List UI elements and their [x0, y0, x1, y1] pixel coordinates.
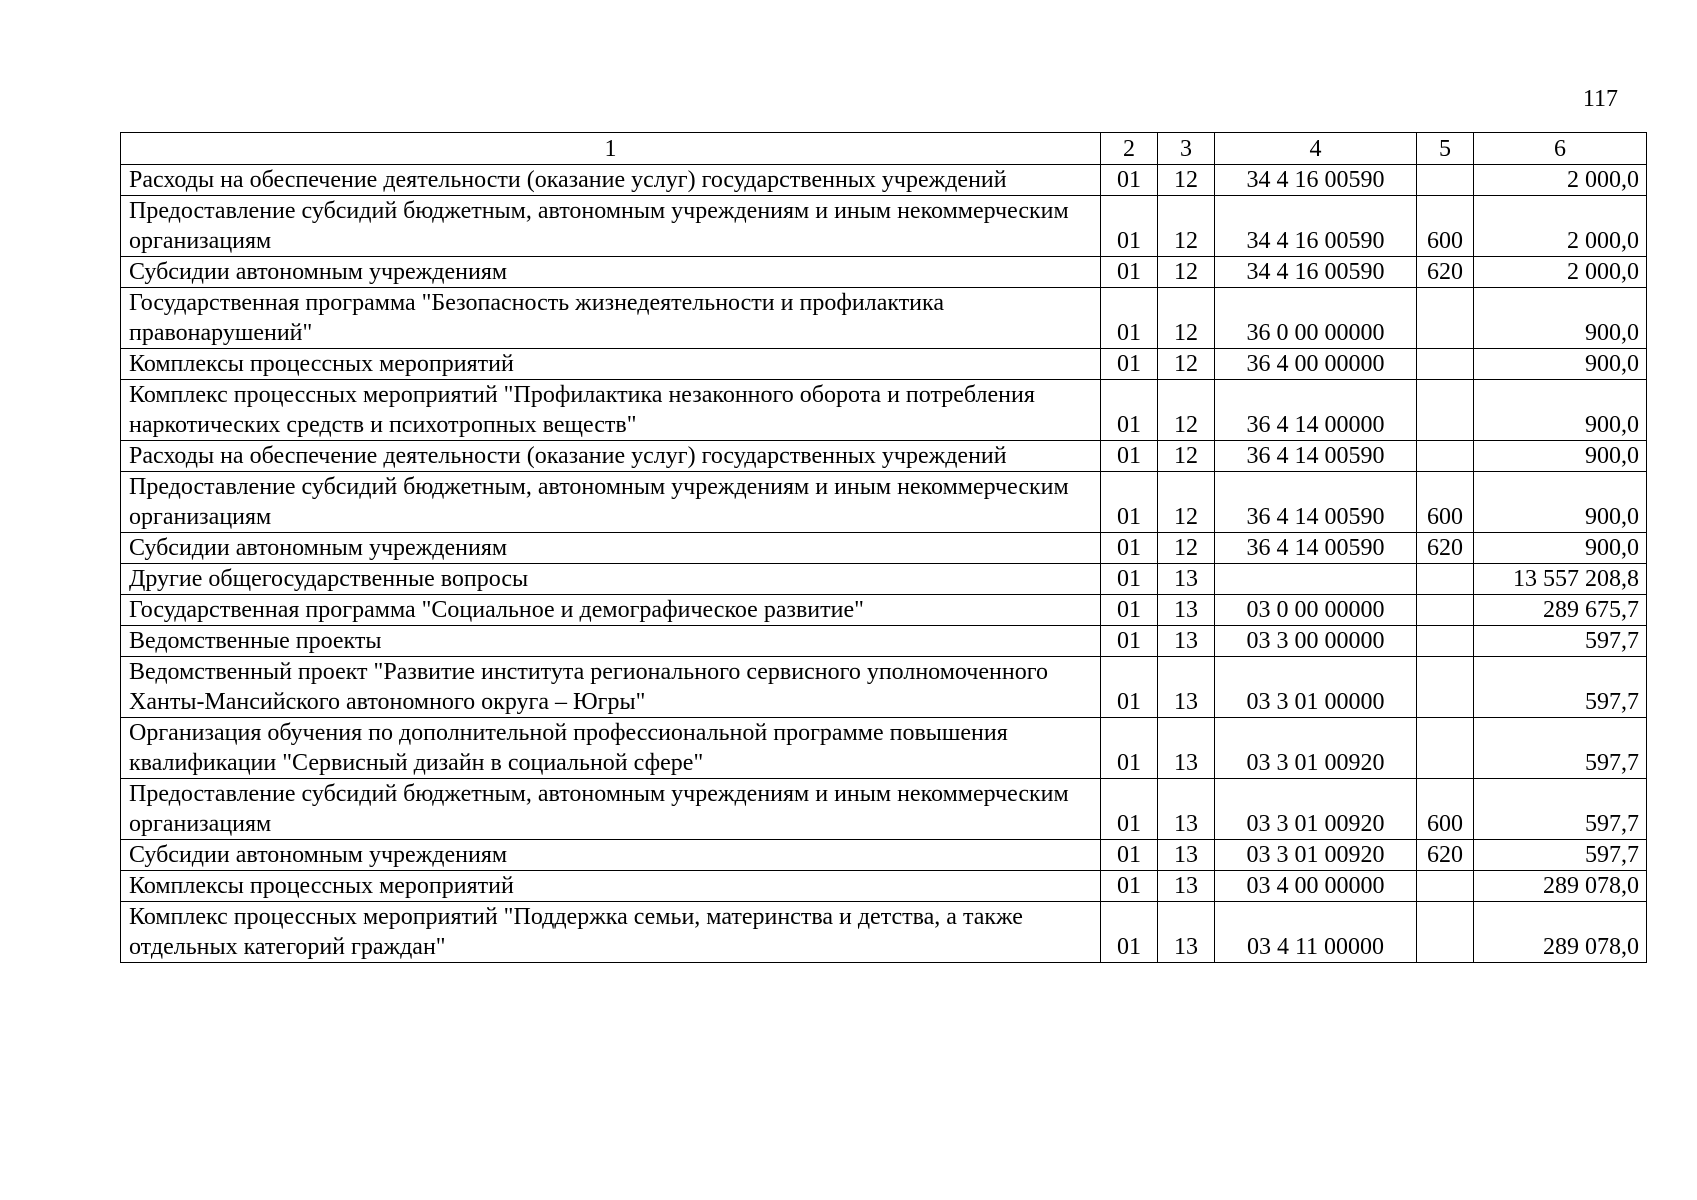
row-target-article-cell: 36 4 14 00000	[1215, 380, 1417, 441]
header-col-5: 5	[1417, 133, 1474, 165]
row-subsection-cell: 13	[1158, 595, 1215, 626]
table-row	[121, 657, 1647, 718]
row-target-article-cell: 34 4 16 00590	[1215, 257, 1417, 288]
row-section-cell: 01	[1101, 564, 1158, 595]
row-subsection-cell: 12	[1158, 196, 1215, 257]
row-target-article-cell: 03 3 01 00920	[1215, 718, 1417, 779]
row-section-cell: 01	[1101, 196, 1158, 257]
row-section-cell: 01	[1101, 349, 1158, 380]
table-row	[121, 441, 1647, 472]
header-col-4: 4	[1215, 133, 1417, 165]
row-section-cell: 01	[1101, 779, 1158, 840]
row-amount-cell: 597,7	[1474, 657, 1647, 718]
row-name-cell: Расходы на обеспечение деятельности (оказание услуг) государственных учреждений	[121, 441, 1101, 472]
row-target-article-cell: 36 4 14 00590	[1215, 533, 1417, 564]
row-expense-type-cell: 600	[1417, 779, 1474, 840]
row-target-article-cell: 36 4 14 00590	[1215, 472, 1417, 533]
row-amount-cell: 900,0	[1474, 533, 1647, 564]
row-subsection-cell: 13	[1158, 657, 1215, 718]
row-amount-cell: 900,0	[1474, 441, 1647, 472]
row-name-cell: Предоставление субсидий бюджетным, автономным учреждениям и иным некоммерческим организациям	[121, 779, 1101, 840]
row-name-cell: Субсидии автономным учреждениям	[121, 840, 1101, 871]
row-name-cell: Предоставление субсидий бюджетным, автономным учреждениям и иным некоммерческим организациям	[121, 196, 1101, 257]
row-amount-cell: 900,0	[1474, 349, 1647, 380]
row-subsection-cell: 13	[1158, 718, 1215, 779]
row-section-cell: 01	[1101, 533, 1158, 564]
table-row	[121, 533, 1647, 564]
row-expense-type-cell: 600	[1417, 472, 1474, 533]
row-expense-type-cell	[1417, 288, 1474, 349]
row-name-cell: Другие общегосударственные вопросы	[121, 564, 1101, 595]
row-name-cell: Комплексы процессных мероприятий	[121, 349, 1101, 380]
row-expense-type-cell	[1417, 657, 1474, 718]
row-section-cell: 01	[1101, 902, 1158, 963]
row-name-cell: Субсидии автономным учреждениям	[121, 533, 1101, 564]
row-amount-cell: 597,7	[1474, 718, 1647, 779]
row-amount-cell: 900,0	[1474, 288, 1647, 349]
row-target-article-cell: 36 4 14 00590	[1215, 441, 1417, 472]
table-row	[121, 840, 1647, 871]
row-subsection-cell: 13	[1158, 871, 1215, 902]
row-subsection-cell: 13	[1158, 626, 1215, 657]
table-row	[121, 779, 1647, 840]
row-expense-type-cell	[1417, 626, 1474, 657]
row-amount-cell: 597,7	[1474, 626, 1647, 657]
row-target-article-cell: 03 3 00 00000	[1215, 626, 1417, 657]
row-expense-type-cell: 620	[1417, 840, 1474, 871]
row-expense-type-cell: 620	[1417, 533, 1474, 564]
header-col-2: 2	[1101, 133, 1158, 165]
row-amount-cell: 289 675,7	[1474, 595, 1647, 626]
row-target-article-cell: 34 4 16 00590	[1215, 196, 1417, 257]
row-expense-type-cell	[1417, 871, 1474, 902]
row-subsection-cell: 13	[1158, 564, 1215, 595]
row-expense-type-cell	[1417, 595, 1474, 626]
header-col-1: 1	[121, 133, 1101, 165]
row-subsection-cell: 12	[1158, 533, 1215, 564]
row-name-cell: Ведомственные проекты	[121, 626, 1101, 657]
table-row	[121, 196, 1647, 257]
row-section-cell: 01	[1101, 626, 1158, 657]
table-row	[121, 288, 1647, 349]
table-row	[121, 564, 1647, 595]
row-section-cell: 01	[1101, 441, 1158, 472]
table-row	[121, 472, 1647, 533]
table-row	[121, 902, 1647, 963]
row-target-article-cell: 03 3 01 00920	[1215, 840, 1417, 871]
row-name-cell: Комплекс процессных мероприятий "Поддержка семьи, материнства и детства, а также отдельных категорий граждан"	[121, 902, 1101, 963]
table-row	[121, 595, 1647, 626]
row-section-cell: 01	[1101, 871, 1158, 902]
row-section-cell: 01	[1101, 288, 1158, 349]
table-row	[121, 718, 1647, 779]
row-section-cell: 01	[1101, 840, 1158, 871]
table-header-row	[121, 133, 1647, 165]
table-row	[121, 349, 1647, 380]
header-col-3: 3	[1158, 133, 1215, 165]
row-subsection-cell: 13	[1158, 840, 1215, 871]
row-name-cell: Государственная программа "Социальное и демографическое развитие"	[121, 595, 1101, 626]
row-expense-type-cell	[1417, 165, 1474, 196]
row-amount-cell: 2 000,0	[1474, 257, 1647, 288]
row-target-article-cell	[1215, 564, 1417, 595]
row-section-cell: 01	[1101, 165, 1158, 196]
row-section-cell: 01	[1101, 257, 1158, 288]
table-row	[121, 380, 1647, 441]
row-target-article-cell: 03 4 00 00000	[1215, 871, 1417, 902]
row-amount-cell: 597,7	[1474, 779, 1647, 840]
row-expense-type-cell	[1417, 902, 1474, 963]
budget-table	[120, 132, 1647, 963]
row-subsection-cell: 12	[1158, 472, 1215, 533]
row-target-article-cell: 03 4 11 00000	[1215, 902, 1417, 963]
row-target-article-cell: 03 0 00 00000	[1215, 595, 1417, 626]
row-name-cell: Организация обучения по дополнительной профессиональной программе повышения квалификации "Сервисный дизайн в социальной сфере"	[121, 718, 1101, 779]
table-row	[121, 871, 1647, 902]
row-amount-cell: 289 078,0	[1474, 871, 1647, 902]
row-subsection-cell: 12	[1158, 349, 1215, 380]
row-expense-type-cell	[1417, 349, 1474, 380]
row-expense-type-cell	[1417, 441, 1474, 472]
table-row	[121, 165, 1647, 196]
row-name-cell: Предоставление субсидий бюджетным, автономным учреждениям и иным некоммерческим организациям	[121, 472, 1101, 533]
row-name-cell: Комплексы процессных мероприятий	[121, 871, 1101, 902]
row-section-cell: 01	[1101, 595, 1158, 626]
row-target-article-cell: 03 3 01 00000	[1215, 657, 1417, 718]
row-amount-cell: 2 000,0	[1474, 165, 1647, 196]
row-section-cell: 01	[1101, 718, 1158, 779]
row-name-cell: Государственная программа "Безопасность жизнедеятельности и профилактика правонарушений"	[121, 288, 1101, 349]
row-expense-type-cell	[1417, 718, 1474, 779]
row-amount-cell: 900,0	[1474, 472, 1647, 533]
row-target-article-cell: 03 3 01 00920	[1215, 779, 1417, 840]
row-section-cell: 01	[1101, 657, 1158, 718]
row-name-cell: Расходы на обеспечение деятельности (оказание услуг) государственных учреждений	[121, 165, 1101, 196]
row-expense-type-cell: 600	[1417, 196, 1474, 257]
row-subsection-cell: 13	[1158, 779, 1215, 840]
row-amount-cell: 597,7	[1474, 840, 1647, 871]
row-expense-type-cell: 620	[1417, 257, 1474, 288]
row-target-article-cell: 36 4 00 00000	[1215, 349, 1417, 380]
row-expense-type-cell	[1417, 380, 1474, 441]
row-subsection-cell: 12	[1158, 288, 1215, 349]
row-target-article-cell: 36 0 00 00000	[1215, 288, 1417, 349]
row-amount-cell: 2 000,0	[1474, 196, 1647, 257]
row-subsection-cell: 12	[1158, 165, 1215, 196]
page-number: 117	[1582, 86, 1618, 112]
row-section-cell: 01	[1101, 472, 1158, 533]
row-name-cell: Ведомственный проект "Развитие института регионального сервисного уполномоченного Ханты-Мансийского автономного округа – Югры"	[121, 657, 1101, 718]
table-row	[121, 257, 1647, 288]
row-target-article-cell: 34 4 16 00590	[1215, 165, 1417, 196]
row-amount-cell: 289 078,0	[1474, 902, 1647, 963]
row-subsection-cell: 12	[1158, 380, 1215, 441]
table-body	[121, 165, 1647, 963]
row-section-cell: 01	[1101, 380, 1158, 441]
header-col-6: 6	[1474, 133, 1647, 165]
row-name-cell: Комплекс процессных мероприятий "Профилактика незаконного оборота и потребления наркотических средств и психотропных веществ"	[121, 380, 1101, 441]
row-subsection-cell: 12	[1158, 441, 1215, 472]
row-amount-cell: 13 557 208,8	[1474, 564, 1647, 595]
table-row	[121, 626, 1647, 657]
row-subsection-cell: 12	[1158, 257, 1215, 288]
row-expense-type-cell	[1417, 564, 1474, 595]
row-amount-cell: 900,0	[1474, 380, 1647, 441]
row-subsection-cell: 13	[1158, 902, 1215, 963]
row-name-cell: Субсидии автономным учреждениям	[121, 257, 1101, 288]
